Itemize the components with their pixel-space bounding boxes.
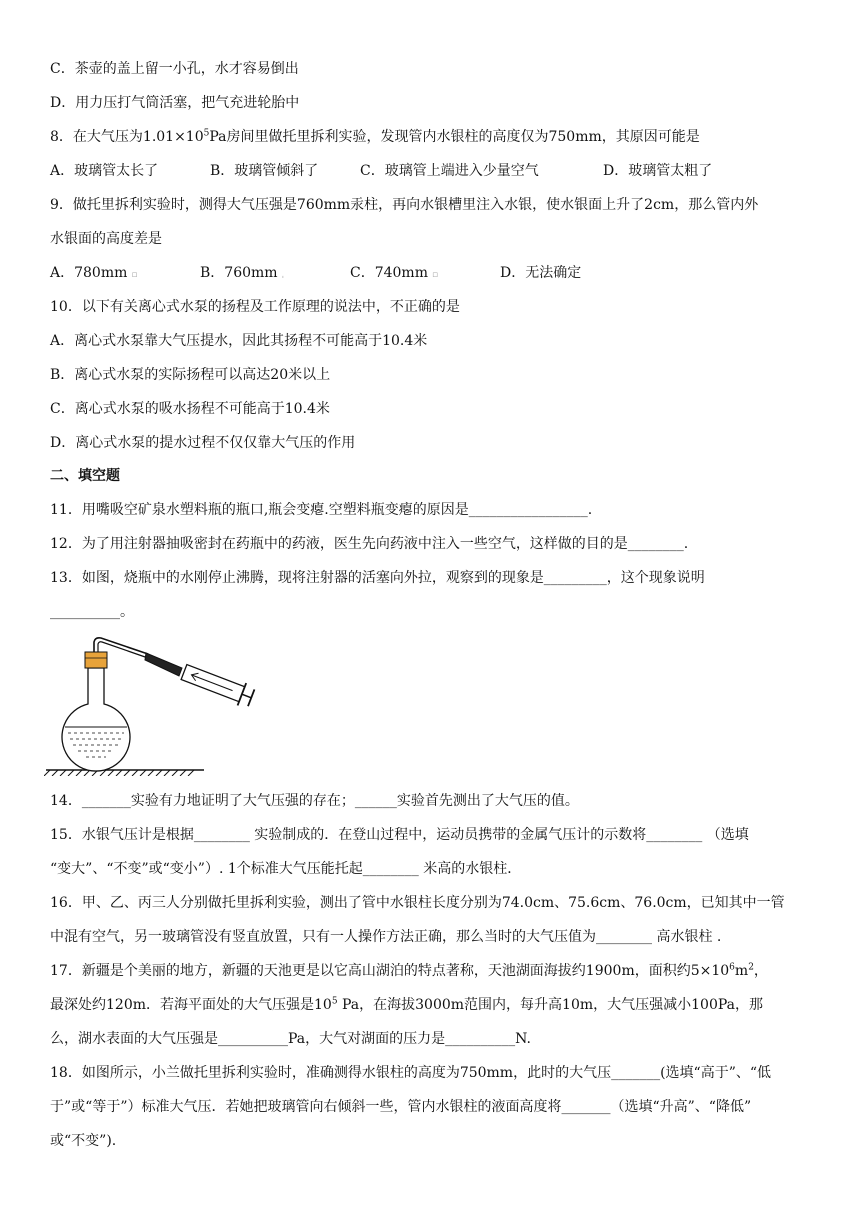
q8-option-c: C．玻璃管上端进入少量空气: [360, 163, 539, 179]
q18-stem-1: 18．如图所示，小兰做托里拆利实验时，准确测得水银柱的高度为750mm，此时的大气压_______(选填“高于”、“低: [50, 1065, 772, 1081]
dot-mark: ˌ: [281, 270, 285, 280]
q16-stem-2: 中混有空气，另一玻璃管没有竖直放置，只有一人操作方法正确，那么当时的大气压值为________ 高水银柱 .: [50, 929, 722, 945]
q8-option-b: B．玻璃管倾斜了: [210, 163, 319, 179]
q18-stem-3: 或“不变”).: [50, 1133, 117, 1149]
q15-stem-2: “变大”、“不变”或“变小”）. 1个标准大气压能托起________ 米高的水银柱．: [50, 861, 522, 877]
q8-option-d: D．玻璃管太粗了: [603, 163, 713, 179]
dot-mark: ▫: [131, 270, 138, 280]
q9-option-b: B．760mm ˌ: [200, 263, 350, 285]
q13-stem-2: __________。: [50, 604, 134, 620]
section-heading: 二、填空题: [50, 468, 120, 484]
q10-option-a: A．离心式水泵靠大气压提水，因此其扬程不可能高于10.4米: [50, 333, 428, 349]
q10-option-b: B．离心式水泵的实际扬程可以高达20米以上: [50, 367, 331, 383]
q7-option-c: C．茶壶的盖上留一小孔，水才容易倒出: [50, 61, 299, 77]
q8-options: [50, 161, 820, 181]
q8-stem: 8．在大气压为$1.01\times 10^5Pa$房间里做托里拆利实验，发现管内水银柱的高度仅为750mm，其原因可能是: [50, 128, 700, 145]
q17-stem-1: 17．新疆是个美丽的地方，新疆的天池更是以它高山湖泊的特点著称，天池湖面海拔约1900m，面积约$5\times 10^6m^2$，: [50, 962, 768, 979]
flask-syringe-figure: [44, 634, 264, 776]
q9-stem-1: 9．做托里拆利实验时，测得大气压强是760mm汞柱，再向水银槽里注入水银，使水银面上升了2cm，那么管内外: [50, 197, 759, 213]
q9-option-a: A．780mm ▫: [50, 263, 200, 285]
q13-stem-1: 13．如图，烧瓶中的水刚停止沸腾，现将注射器的活塞向外拉，观察到的现象是_________，这个现象说明: [50, 570, 705, 586]
q9-option-c: C．740mm ▫: [350, 263, 500, 285]
q12-stem: 12．为了用注射器抽吸密封在药瓶中的药液，医生先向药液中注入一些空气，这样做的目的是________.: [50, 536, 689, 552]
q9-option-d: D．无法确定: [500, 265, 582, 281]
q9-options: [50, 263, 820, 285]
q15-stem-1: 15．水银气压计是根据________ 实验制成的．在登山过程中，运动员携带的金属气压计的示数将________ （选填: [50, 827, 749, 843]
dot-mark: ▫: [431, 270, 439, 280]
q11-stem: 11．用嘴吸空矿泉水塑料瓶的瓶口,瓶会变瘪.空塑料瓶变瘪的原因是_________________.: [50, 502, 593, 518]
q8-option-a: A．玻璃管太长了: [50, 163, 159, 179]
q17-stem-2: 最深处约120m．若海平面处的大气压强是$10^5$ Pa，在海拔3000m范围内，每升高10m，大气压强减小100Pa，那: [50, 996, 763, 1013]
q10-option-c: C．离心式水泵的吸水扬程不可能高于10.4米: [50, 401, 330, 417]
q10-option-d: D．离心式水泵的提水过程不仅仅靠大气压的作用: [50, 435, 356, 451]
q18-stem-2: 于”或“等于”）标准大气压．若她把玻璃管向右倾斜一些，管内水银柱的液面高度将_______（选填“升高”、“降低”: [50, 1099, 752, 1115]
q17-stem-3: 么，湖水表面的大气压强是__________Pa，大气对湖面的压力是__________N.: [50, 1031, 531, 1047]
q14-stem: 14．_______实验有力地证明了大气压强的存在；______实验首先测出了大气压的值。: [50, 793, 579, 809]
q7-option-d: D．用力压打气筒活塞，把气充进轮胎中: [50, 95, 300, 111]
q10-stem: 10．以下有关离心式水泵的扬程及工作原理的说法中，不正确的是: [50, 299, 460, 315]
q16-stem-1: 16．甲、乙、丙三人分别做托里拆利实验，测出了管中水银柱长度分别为74.0cm、75.6cm、76.0cm，已知其中一管: [50, 895, 785, 911]
q9-stem-2: 水银面的高度差是: [50, 231, 162, 247]
